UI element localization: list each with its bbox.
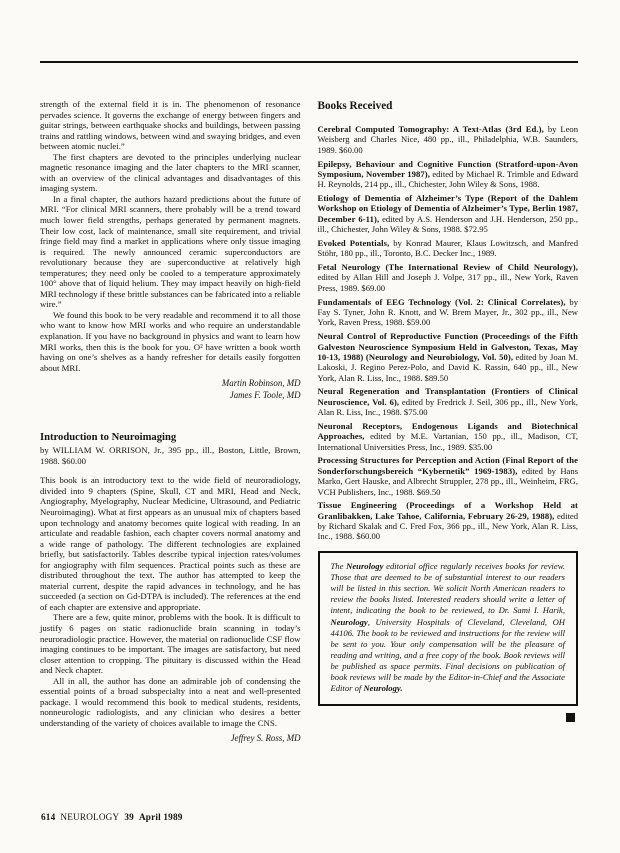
volume-number: 39 [124, 812, 134, 822]
book-entry [318, 238, 579, 259]
review-paragraph: There are a few, quite minor, problems with the book. It is difficult to justify 6 pages on static radionuclide brain scanning in today’s neuroradiologic practice. However, the material on radionuclide CSF flow imaging continues to be important. The images are satisfactory, but need closer attention to cropping. The pituitary is discussed within the Head and Neck chapter. [40, 612, 301, 676]
book-entry-title: Fetal Neurology (The International Review of Child Neurology), [317, 262, 578, 273]
book-entry-details: edited by Fredrick J. Seil, 306 pp., ill., New York, Alan R. Liss, Inc., 1988. $75.00 [317, 396, 579, 418]
book-entry [318, 331, 579, 383]
review-paragraph: strength of the external field it is in. The phenomenon of resonance pervades science. It governs the exchange of energy between fingers and guitar strings, between earthquake shocks and buildings, between passing trains and rattling windows, between wind and swaying bridges, and even between atomic nuclei.” [40, 99, 301, 152]
reviewer-signature: Martin Robinson, MD [221, 378, 301, 389]
book-entry-title: Neuronal Receptors, Endogenous Ligands and Biotechnical Approaches, [317, 420, 578, 442]
book-entry-details: edited by Richard Skalak and C. Fred Fox, 366 pp., ill., New York, Alan R. Liss, Inc., 1988. $60.00 [317, 510, 578, 542]
book-entry [318, 262, 579, 293]
reviewer-signature: Jeffrey S. Ross, MD [230, 733, 301, 744]
book-entry-title: Fundamentals of EEG Technology (Vol. 2: Clinical Correlates), [317, 296, 566, 307]
book-entry-title: Neural Regeneration and Transplantation (Frontiers of Clinical Neuroscience, Vol. 6), [317, 386, 578, 407]
book-entry-details: edited by Joan M. Lakoski, J. Regino Perez-Polo, and David K. Rassin, 640 pp., ill., New York, Alan R. Liss, Inc., 1988. $89.50 [317, 351, 578, 383]
book-entry [318, 386, 579, 417]
book-entry-title: Epilepsy, Behaviour and Cognitive Function (Stratford-upon-Avon Symposium, November 1987), [317, 158, 578, 179]
reviewer-signature: James F. Toole, MD [229, 389, 301, 400]
book-citation: by WILLIAM W. ORRISON, Jr., 395 pp., ill., Boston, Little, Brown, 1988. $60.00 [40, 445, 301, 466]
book-entry [318, 297, 579, 328]
review-paragraph: We found this book to be very readable and recommend it to all those who want to know how MRI works and who require an understandable explanation. If you have no background in physics and want to learn how MRI works, then this is the book for you. O² have written a book worth having on one’s shelves as a handy refresher for details easily forgotten about MRI. [40, 309, 301, 373]
issue-date: April 1989 [138, 812, 183, 822]
book-entry-details: edited by Hans Marko, Gert Hauske, and Albrecht Struppler, 278 pp., ill., Weinheim, FRG, VCH Publishers, Inc., 1988. $69.50 [317, 465, 579, 497]
books-received-heading: Books Received [317, 100, 393, 112]
editorial-notice-text: The Neurology editorial office regularly receives books for review. Those that are deemed to be of substantial interest to our readers will be listed in this section. We solicit North American readers to review the books listed. Interested readers should write a letter of intent, indicating the book to be reviewed, to Dr. Sami I. Harik, Neurology, University Hospitals of Cleveland, Cleveland, OH 44106. The book to be reviewed and instructions for the review will be sent to you. Your only compensation will be the pleasure of reading and writing, and a free copy of the book. Book reviews will be published as space permits. Final decisions on publication of book reviews will be made by the Editor-in-Chief and the Associate Editor of Neurology. [330, 560, 565, 694]
review-paragraph: All in all, the author has done an admirable job of condensing the essential points of a broad subspecialty into a neat and well-presented package. I would recommend this book to medical students, residents, nonneurologic radiologists, and any clinician who desires a better understanding of the variety of choices available to image the CNS. [40, 675, 301, 728]
top-rule-divider [40, 61, 578, 63]
book-entry-title: Cerebral Computed Tomography: A Text-Atlas (3rd Ed.), [317, 124, 544, 134]
book-entry [318, 455, 579, 496]
book-entry-title: Neural Control of Reproductive Function (Proceedings of the Fifth Galveston Neuroscience Symposium Held in Galveston, Texas, May 10-13, 1988) (Neurology and Neurobiology, Vol. 50), [317, 331, 578, 362]
reviewer-signatures [40, 378, 301, 401]
book-entry-title: Tissue Engineering (Proceedings of a Workshop Held at Granlibakken, Lake Tahoe, California, February 26-29, 1988), [317, 500, 578, 521]
end-of-section-marker [566, 713, 575, 722]
page-footer [41, 812, 188, 822]
book-entry [318, 193, 579, 234]
book-entry-details: edited by M.E. Vartanian, 150 pp., ill., Madison, CT, International Universities Press, Inc., 1989. $35.00 [317, 431, 578, 452]
book-entry-details: edited by A.S. Henderson and J.H. Henderson, 250 pp., ill., Chichester, John Wiley & Sons, 1988. $72.95 [317, 213, 578, 235]
book-entry-details: edited by Michael R. Trimble and Edward H. Reynolds, 214 pp., ill., Chichester, John Wiley & Sons, 1988. [317, 168, 579, 190]
book-entry-details: by Fay S. Tyner, John R. Knott, and W. Brem Mayer, Jr., 302 pp., ill., New York, Raven Press, 1988. $59.00 [317, 296, 578, 328]
book-entry-title: Evoked Potentials, [317, 237, 390, 248]
book-entry [318, 159, 579, 190]
book-entry-details: by Leon Weisberg and Charles Nice, 480 pp., ill., Philadelphia, W.B. Saunders, 1989. $60.00 [317, 124, 578, 155]
journal-name: NEUROLOGY [60, 812, 120, 822]
book-entry-title: Processing Structures for Perception and Action (Final Report of the Sonderforschungsbereich “Kybernetik” 1969-1983), [317, 455, 578, 476]
reviewer-signatures [40, 733, 301, 745]
book-entry [318, 500, 579, 541]
editorial-notice-box [318, 551, 579, 706]
left-column [40, 99, 301, 745]
review-paragraph: In a final chapter, the authors hazard predictions about the future of MRI. “For clinical MRI scanners, there probably will be a trend toward much lower field strengths, perhaps generated by permanent magnets. Their low cost, lack of maintenance, small site requirement, and trivial fringe field may find a market in applications where only tissue imaging is required. The newly announced ceramic superconductors are revolutionary because they are superconductive at relatively high temperatures; they need only be cooled to a temperature approximately 100° above that of liquid helium. They may impact heavily on high-field MRI technology if these brittle substances can be fabricated into a reliable wire.” [40, 193, 301, 310]
page-content [40, 99, 578, 745]
page-number: 614 [41, 812, 56, 822]
book-review-title: Introduction to Neuroimaging [40, 432, 177, 444]
right-column [318, 99, 579, 745]
review-paragraph: This book is an introductory text to the wide field of neuroradiology, divided into 9 chapters (Spine, Skull, CT and MRI, Head and Neck, Angiography, Myelography, Nuclear Medicine, Ultrasound, and Pediatric Neuroimaging). What at first appears as an unusual mix of chapters based upon technology and anatomy becomes quite logical with reading. In an articulate and readable fashion, each chapter covers normal anatomy and a wide range of pathology. The different technologies are explained briefly, but satisfactorily. Tables describe typical injection rates/volumes for angiography with film sequences. Practical points such as these are distributed throughout the text. The author has attempted to keep the material current, despite the rapid advances in technology, and he has succeeded (a section on Gd-DTPA is included). The references at the end of each chapter are extensive and appropriate. [40, 475, 301, 612]
book-entry-details: by Konrad Maurer, Klaus Lowitzsch, and Manfred Stöhr, 180 pp., ill., Toronto, B.C. Decker Inc., 1989. [317, 237, 579, 259]
book-entry-title: Etiology of Dementia of Alzheimer’s Type (Report of the Dahlem Workshop on Etiology of Dementia of Alzheimer’s Type, Berlin 1987, December 6-11), [317, 193, 578, 224]
book-entry [318, 421, 579, 452]
book-entry [318, 124, 579, 155]
book-entry-details: edited by Allan Hill and Joseph J. Volpe, 317 pp., ill., New York, Raven Press, 1989. $69.00 [317, 272, 578, 293]
review-paragraph: The first chapters are devoted to the principles underlying nuclear magnetic resonance imaging and the later chapters to the MRI scanner, with an overview of the clinical advantages and disadvantages of this imaging system. [40, 151, 301, 194]
